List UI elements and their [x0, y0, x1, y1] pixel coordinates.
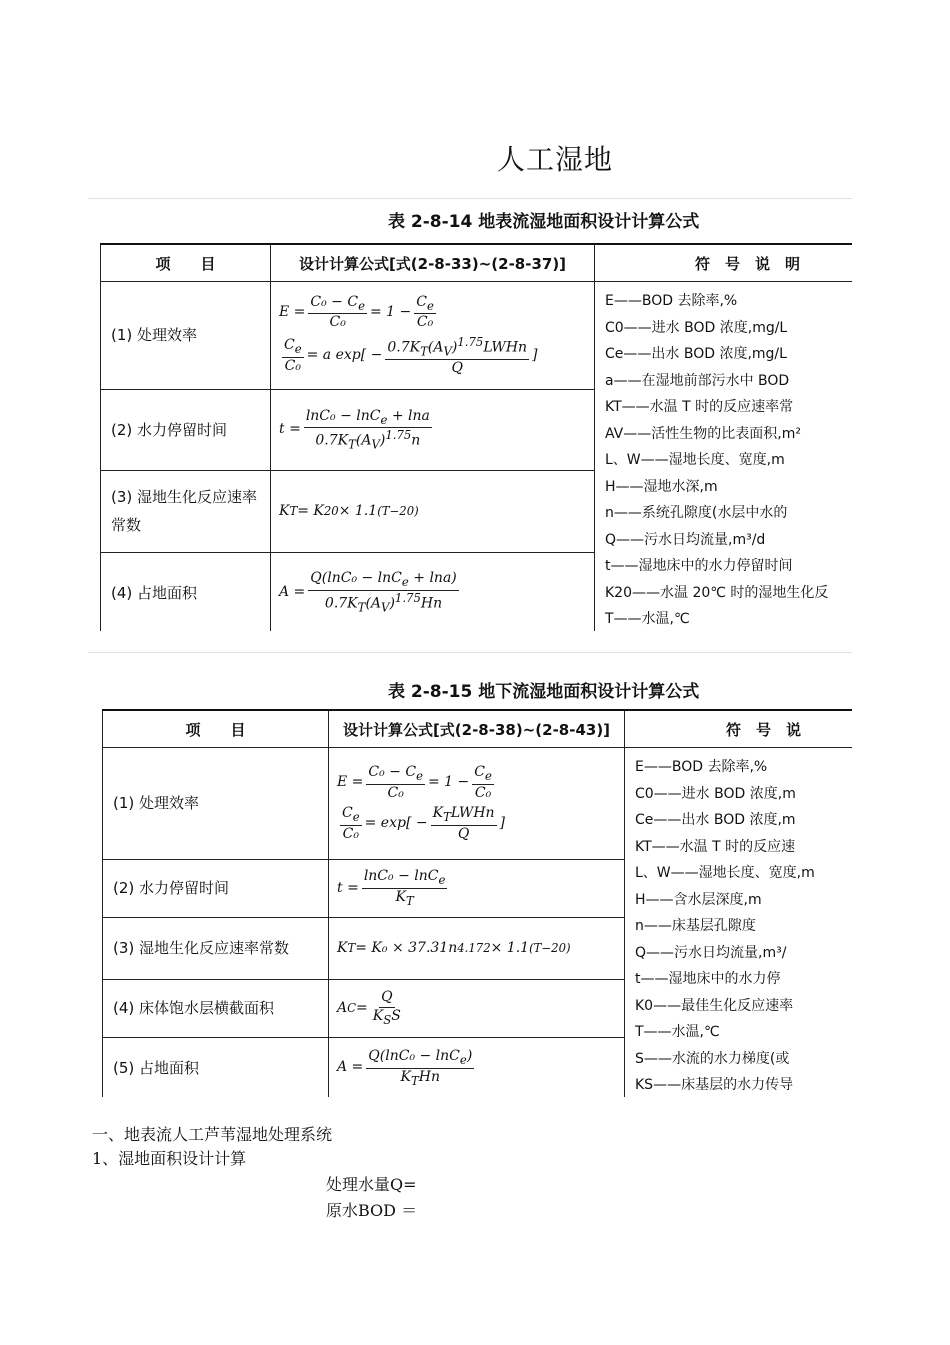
- symbol-definition: E——BOD 去除率,%: [605, 293, 738, 309]
- formula-rate-constant: K T = K 20 × 1.1 (T−20): [279, 502, 419, 519]
- row-formula: [271, 471, 595, 552]
- symbol-definition: n——系统孔隙度(水层中水的: [605, 505, 788, 521]
- symbol-definition: K0——最佳生化反应速率: [635, 997, 794, 1014]
- row-item: (1) 处理效率: [101, 282, 271, 390]
- symbol-definition: a——在湿地前部污水中 BOD: [605, 372, 790, 389]
- table-2-8-15-scan: [88, 652, 852, 1097]
- formula-rate-constant: K T = K₀ × 37.31n 4.172 × 1.1 (T−20): [337, 939, 571, 956]
- row-item: (3) 湿地生化反应速率常数: [101, 471, 271, 552]
- symbol-definition: t——湿地床中的水力停: [635, 971, 781, 987]
- param-line-flow: 处理水量Q=: [326, 1175, 417, 1194]
- row-item: (5) 占地面积: [103, 1037, 329, 1097]
- row-item: (1) 处理效率: [103, 748, 329, 860]
- row-item: (4) 床体饱水层横截面积: [103, 979, 329, 1037]
- table-caption: 表 2-8-15 地下流湿地面积设计计算公式: [388, 682, 700, 702]
- symbol-definition: H——湿地水深,m: [605, 478, 718, 495]
- section-heading: 一、地表流人工芦苇湿地处理系统: [92, 1125, 333, 1144]
- column-header-item: 项 目: [101, 244, 271, 282]
- row-formula: [329, 979, 625, 1037]
- symbol-definition: t——湿地床中的水力停留时间: [605, 558, 793, 574]
- symbol-definition: S——水流的水力梯度(或: [635, 1050, 790, 1067]
- formula-efficiency: E = $C_0 - C_e$ C₀ = 1 − $C_e$ C₀: [279, 293, 434, 331]
- column-header-symbols: 符 号 说: [625, 710, 853, 748]
- formula-efficiency: E = $C_0 - C_e$ C₀ = 1 − $C_e$ C₀: [337, 763, 492, 801]
- page-title: 人工湿地: [496, 143, 613, 176]
- table-2-8-14-scan: [88, 198, 852, 631]
- symbol-definition: Ce——出水 BOD 浓度,m: [635, 812, 796, 828]
- symbol-definition: KS——床基层的水力传导: [635, 1077, 794, 1093]
- formula-table: [102, 709, 852, 1097]
- symbol-definition: H——含水层深度,m: [635, 891, 762, 908]
- formula-ratio: $C_e$ C₀ = exp[ − $K_TLWHn$ Q ]: [342, 804, 506, 842]
- formula-ratio: $C_e$ C₀ = a exp[ − $0.7K_T(A_V)^{1.75}LWHn$ Q ]: [284, 334, 538, 376]
- row-item: (4) 占地面积: [101, 552, 271, 631]
- symbol-definition: E——BOD 去除率,%: [635, 759, 768, 775]
- symbol-list-cell: [595, 282, 853, 632]
- symbol-definition: C0——进水 BOD 浓度,m: [635, 785, 796, 802]
- symbol-definition: K20——水温 20℃ 时的湿地生化反: [605, 584, 829, 601]
- row-formula: [329, 917, 625, 979]
- row-item: (3) 湿地生化反应速率常数: [103, 917, 329, 979]
- table-caption: 表 2-8-14 地表流湿地面积设计计算公式: [388, 212, 700, 232]
- param-line-bod: 原水BOD ＝: [326, 1201, 418, 1220]
- symbol-list-cell: [625, 748, 853, 1098]
- formula-retention-time: t = lnC₀ − lnC$_e$ $K_T$: [337, 868, 446, 908]
- symbol-definition: Q——污水日均流量,m³/: [635, 944, 787, 961]
- formula-table: [100, 243, 852, 631]
- subsection-heading: 1、湿地面积设计计算: [92, 1149, 247, 1168]
- symbol-definition: KT——水温 T 时的反应速: [635, 838, 796, 855]
- formula-retention-time: t = lnC₀ − lnC$_e$ + lna $0.7K_T(A_V)^{1.75}n$: [279, 407, 430, 452]
- formula-area: A = Q(lnC₀ − lnC$_e$) $K_THn$: [337, 1048, 473, 1088]
- row-formula: [271, 552, 595, 631]
- table-row: [103, 748, 853, 860]
- symbol-definition: L、W——湿地长度、宽度,m: [635, 865, 815, 881]
- symbol-list: [595, 288, 852, 631]
- column-header-formula: 设计计算公式[式(2-8-33)~(2-8-37)]: [271, 244, 595, 282]
- row-formula: [271, 282, 595, 390]
- table-row: [101, 282, 853, 390]
- symbol-definition: T——水温,℃: [635, 1024, 720, 1040]
- symbol-definition: C0——进水 BOD 浓度,mg/L: [605, 319, 788, 336]
- symbol-definition: Q——污水日均流量,m³/d: [605, 531, 766, 548]
- column-header-symbols: 符 号 说 明: [595, 244, 853, 282]
- row-formula: [271, 389, 595, 470]
- symbol-list: [625, 754, 852, 1097]
- row-formula: [329, 1037, 625, 1097]
- symbol-definition: Ce——出水 BOD 浓度,mg/L: [605, 346, 787, 362]
- row-formula: [329, 859, 625, 917]
- formula-area: A = Q(lnC₀ − lnC$_e$ + lna) $0.7K_T(A_V)^{1.75}Hn$: [279, 570, 457, 615]
- column-header-formula: 设计计算公式[式(2-8-38)~(2-8-43)]: [329, 710, 625, 748]
- row-item: (2) 水力停留时间: [103, 859, 329, 917]
- symbol-definition: L、W——湿地长度、宽度,m: [605, 452, 785, 468]
- row-item: (2) 水力停留时间: [101, 389, 271, 470]
- row-formula: [329, 748, 625, 860]
- symbol-definition: AV——活性生物的比表面积,m²: [605, 425, 801, 442]
- symbol-definition: KT——水温 T 时的反应速率常: [605, 399, 794, 415]
- formula-cross-section: A C = Q $K_SS$: [337, 989, 401, 1027]
- column-header-item: 项 目: [103, 710, 329, 748]
- symbol-definition: n——床基层孔隙度: [635, 918, 756, 934]
- symbol-definition: T——水温,℃: [605, 611, 690, 627]
